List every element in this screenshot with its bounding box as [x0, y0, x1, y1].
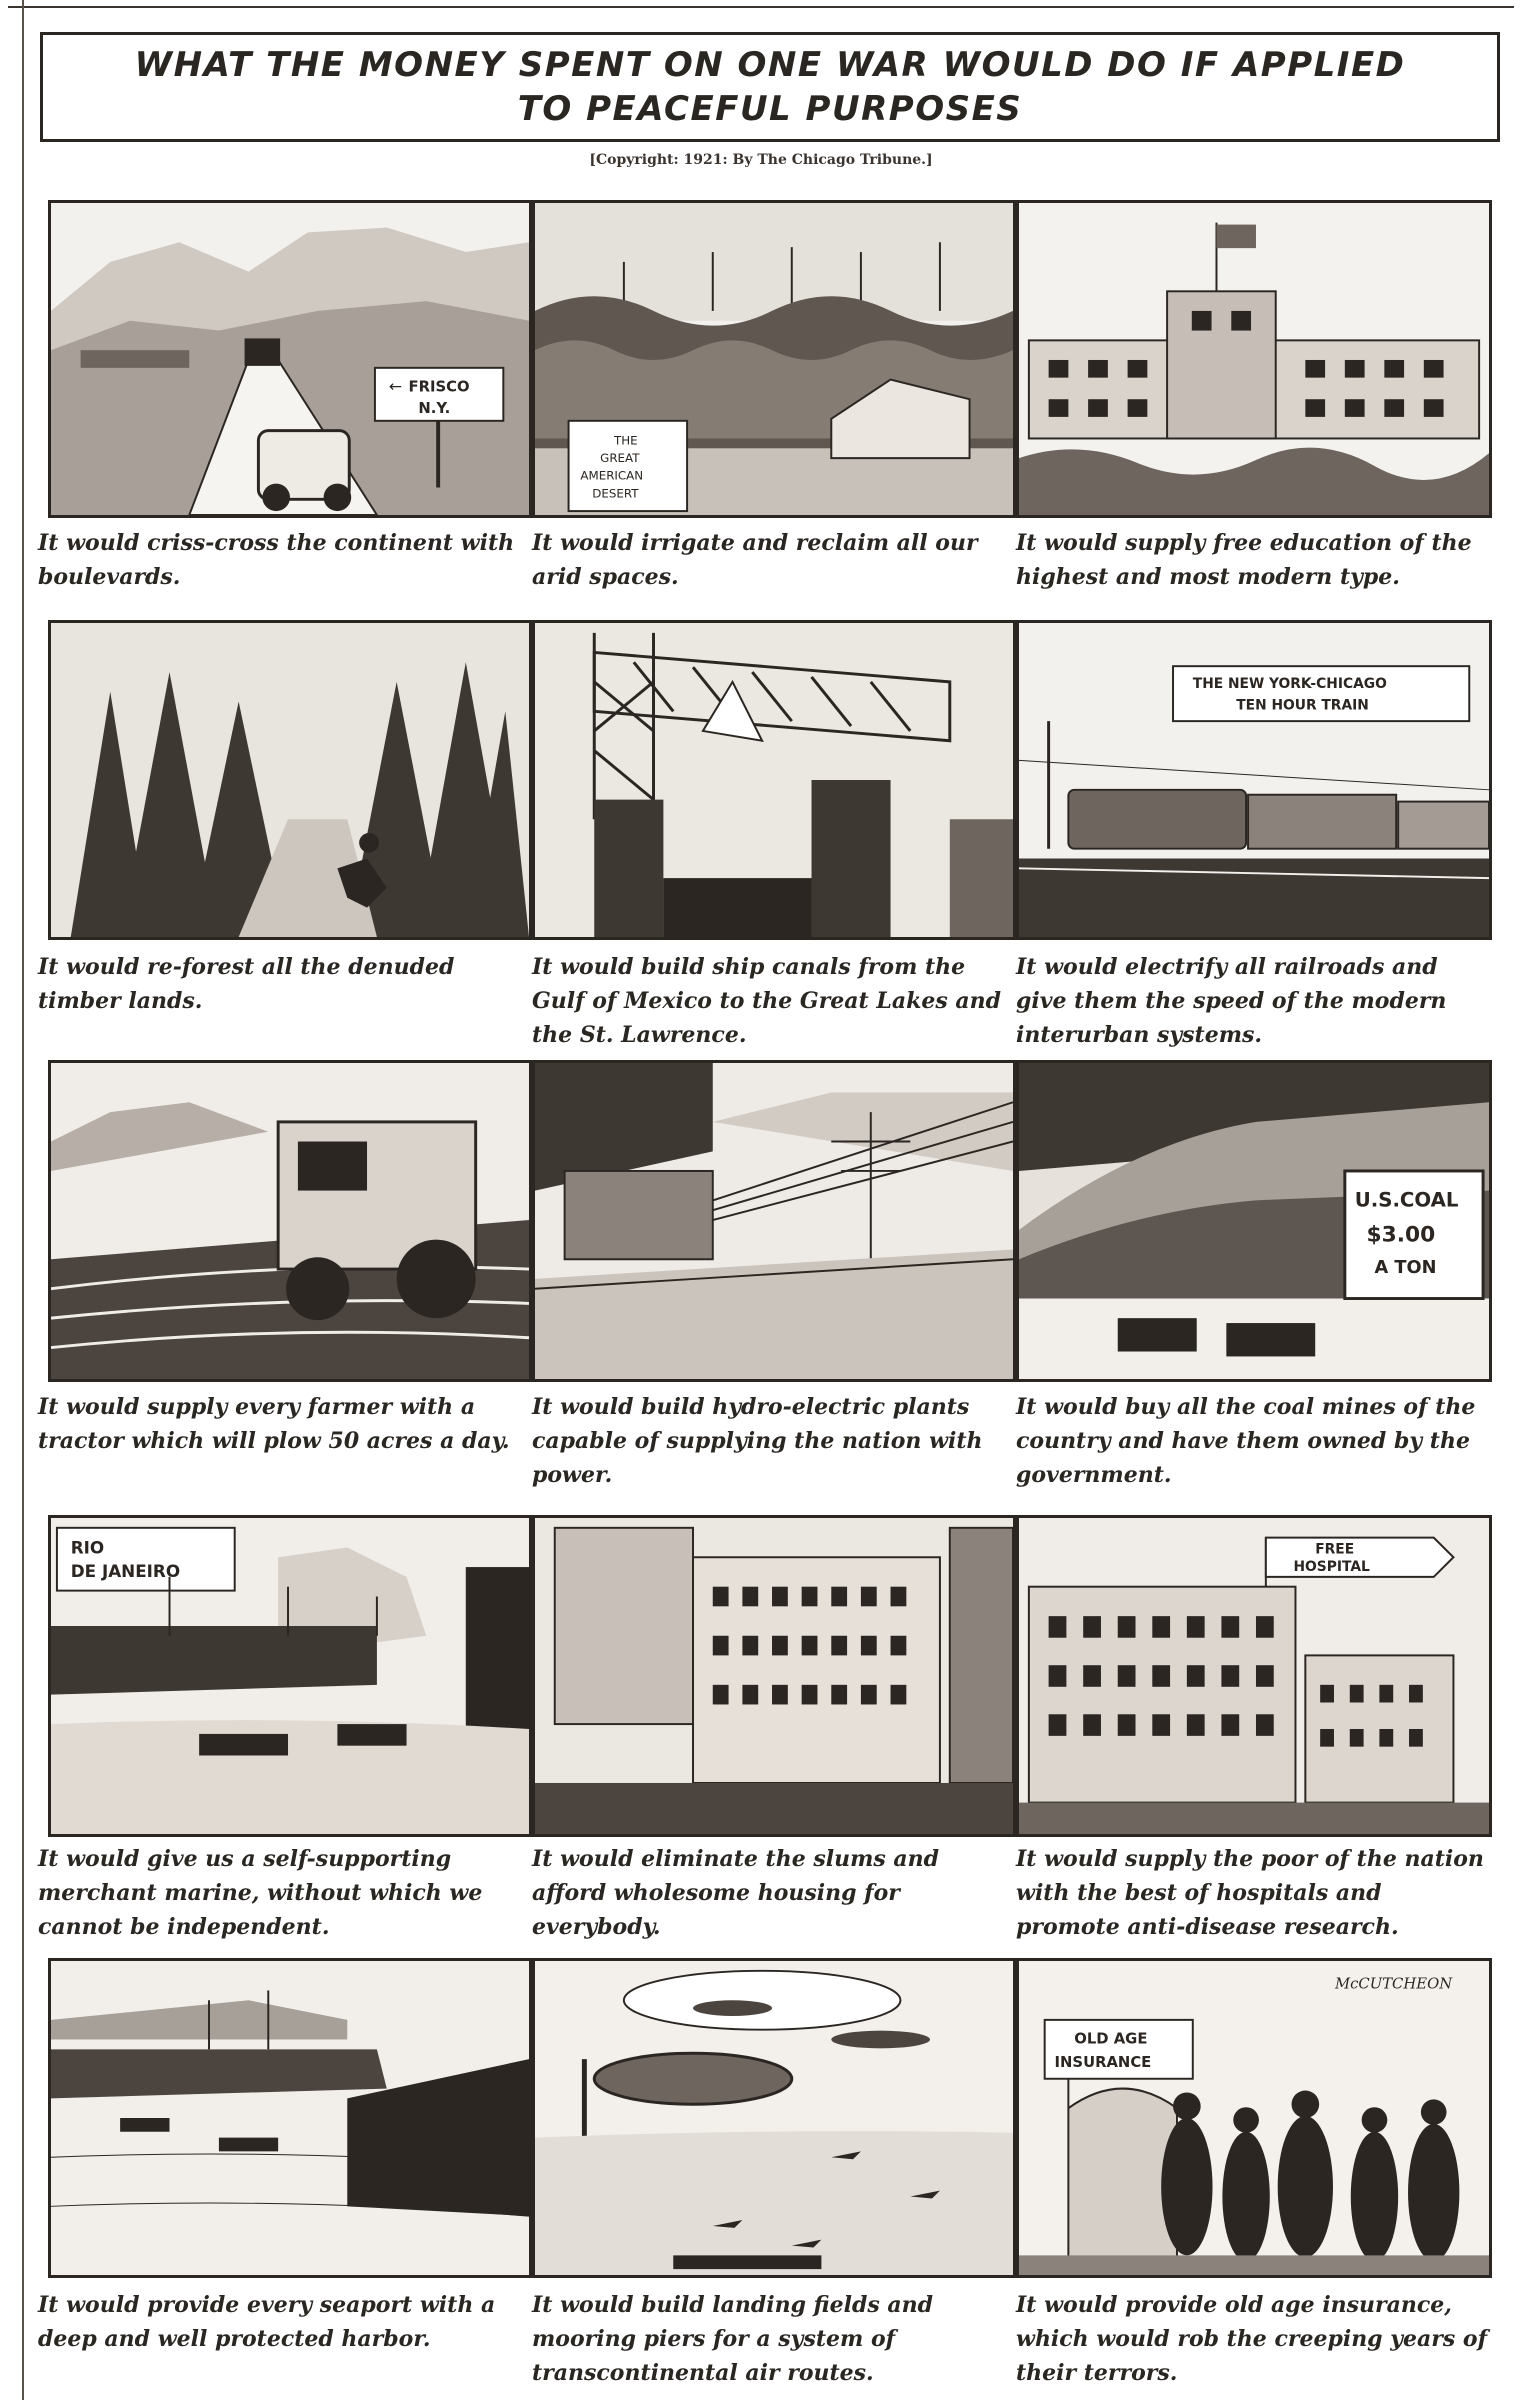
sign-us-coal: U.S.COAL — [1354, 1188, 1459, 1212]
school-illustration — [1019, 203, 1489, 515]
airship-illustration — [535, 1961, 1013, 2275]
caption-text: It would criss-cross the continent with boulevards. — [38, 530, 515, 590]
caption-merchant-marine — [38, 1842, 532, 1947]
panel-education — [1016, 200, 1492, 518]
caption-hydro — [532, 1390, 1016, 1495]
panel-hydro — [532, 1060, 1016, 1382]
hospital-illustration — [1019, 1518, 1489, 1834]
caption-seaport — [38, 2288, 532, 2393]
caption-text: It would electrify all railroads and give them the speed of the modern interurban systems. — [1016, 954, 1447, 1048]
coal-mine-illustration — [1019, 1063, 1489, 1379]
caption-text: It would provide every seaport with a deep and well protected harbor. — [38, 2292, 496, 2352]
panel-insurance — [1016, 1958, 1492, 2278]
train-illustration — [1019, 623, 1489, 937]
headline-line-1: WHAT THE MONEY SPENT ON ONE WAR WOULD DO IF APPLIED — [134, 45, 1406, 85]
top-rule — [8, 6, 1514, 8]
hydro-illustration — [535, 1063, 1013, 1379]
sign-hospital: HOSPITAL — [1293, 1559, 1370, 1575]
panel-coal — [1016, 1060, 1492, 1382]
caption-coal — [1016, 1390, 1492, 1495]
headline-box — [40, 32, 1500, 142]
irrigation-illustration — [535, 203, 1013, 515]
boulevard-illustration — [51, 203, 529, 515]
caption-text: It would supply the poor of the nation with the best of hospitals and promote anti-disease research. — [1016, 1846, 1484, 1940]
housing-illustration — [535, 1518, 1013, 1834]
column-rule — [22, 0, 24, 2400]
caption-housing — [532, 1842, 1016, 1947]
panel-merchant-marine — [48, 1515, 532, 1837]
sign-frisco: FRISCO — [408, 378, 470, 396]
sign-great: GREAT — [600, 451, 640, 466]
caption-boulevards — [38, 526, 532, 596]
panel-housing — [532, 1515, 1016, 1837]
caption-text: It would build landing fields and mooring piers for a system of transcontinental air routes. — [532, 2292, 934, 2386]
old-age-insurance-illustration — [1019, 1961, 1489, 2275]
panel-canals — [532, 620, 1016, 940]
harbor-ships-illustration — [51, 1518, 529, 1834]
copyright-notice: [Copyright: 1921: By The Chicago Tribune.] — [589, 152, 933, 168]
caption-tractor — [38, 1390, 532, 1495]
panel-reforest — [48, 620, 532, 940]
caption-air-routes — [532, 2288, 1016, 2393]
caption-railroads — [1016, 950, 1492, 1055]
caption-text: It would irrigate and reclaim all our arid spaces. — [532, 530, 978, 590]
caption-education — [1016, 526, 1492, 596]
sign-new-york-chicago: THE NEW YORK-CHICAGO — [1192, 675, 1387, 692]
caption-text: It would give us a self-supporting merchant marine, without which we cannot be independent. — [38, 1846, 483, 1940]
panel-hospital — [1016, 1515, 1492, 1837]
artist-signature: McCUTCHEON — [1334, 1975, 1453, 1993]
panel-boulevards — [48, 200, 532, 518]
caption-hospital — [1016, 1842, 1492, 1947]
sign-a-ton: A TON — [1374, 1258, 1437, 1278]
seaport-illustration — [51, 1961, 529, 2275]
caption-text: It would supply every farmer with a tractor which will plow 50 acres a day. — [38, 1394, 510, 1454]
panel-tractor — [48, 1060, 532, 1382]
panel-irrigation — [532, 200, 1016, 518]
sign-insurance: INSURANCE — [1054, 2054, 1152, 2071]
sign-old-age: OLD AGE — [1074, 2030, 1148, 2048]
sign-desert: DESERT — [592, 486, 639, 501]
caption-insurance — [1016, 2288, 1492, 2393]
sign-ten-hour-train: TEN HOUR TRAIN — [1236, 697, 1369, 714]
caption-canals — [532, 950, 1016, 1055]
canal-illustration — [535, 623, 1013, 937]
caption-text: It would re-forest all the denuded timber lands. — [38, 954, 455, 1014]
caption-text: It would buy all the coal mines of the country and have them owned by the government. — [1016, 1394, 1476, 1488]
sign-rio: RIO — [70, 1537, 105, 1558]
sign-price: $3.00 — [1366, 1222, 1436, 1248]
panel-air-routes — [532, 1958, 1016, 2278]
caption-reforest — [38, 950, 532, 1020]
caption-text: It would eliminate the slums and afford wholesome housing for everybody. — [532, 1846, 940, 1940]
forest-illustration — [51, 623, 529, 937]
tractor-illustration — [51, 1063, 529, 1379]
sign-free: FREE — [1315, 1541, 1355, 1558]
sign-ny: N.Y. — [418, 400, 451, 417]
headline-line-2: TO PEACEFUL PURPOSES — [517, 89, 1023, 129]
caption-text: It would provide old age insurance, which would rob the creeping years of their terrors. — [1016, 2292, 1488, 2386]
caption-text: It would build hydro-electric plants capable of supplying the nation with power. — [532, 1394, 983, 1488]
sign-de-janeiro: DE JANEIRO — [70, 1560, 181, 1581]
caption-irrigation — [532, 526, 1016, 596]
sign-the: THE — [614, 433, 638, 448]
panel-seaport — [48, 1958, 532, 2278]
caption-text: It would supply free education of the highest and most modern type. — [1016, 530, 1472, 590]
sign-arrow: ← — [388, 376, 402, 396]
panel-railroads — [1016, 620, 1492, 940]
caption-text: It would build ship canals from the Gulf of Mexico to the Great Lakes and the St. Lawrence. — [532, 954, 1002, 1048]
sign-american: AMERICAN — [580, 468, 644, 483]
